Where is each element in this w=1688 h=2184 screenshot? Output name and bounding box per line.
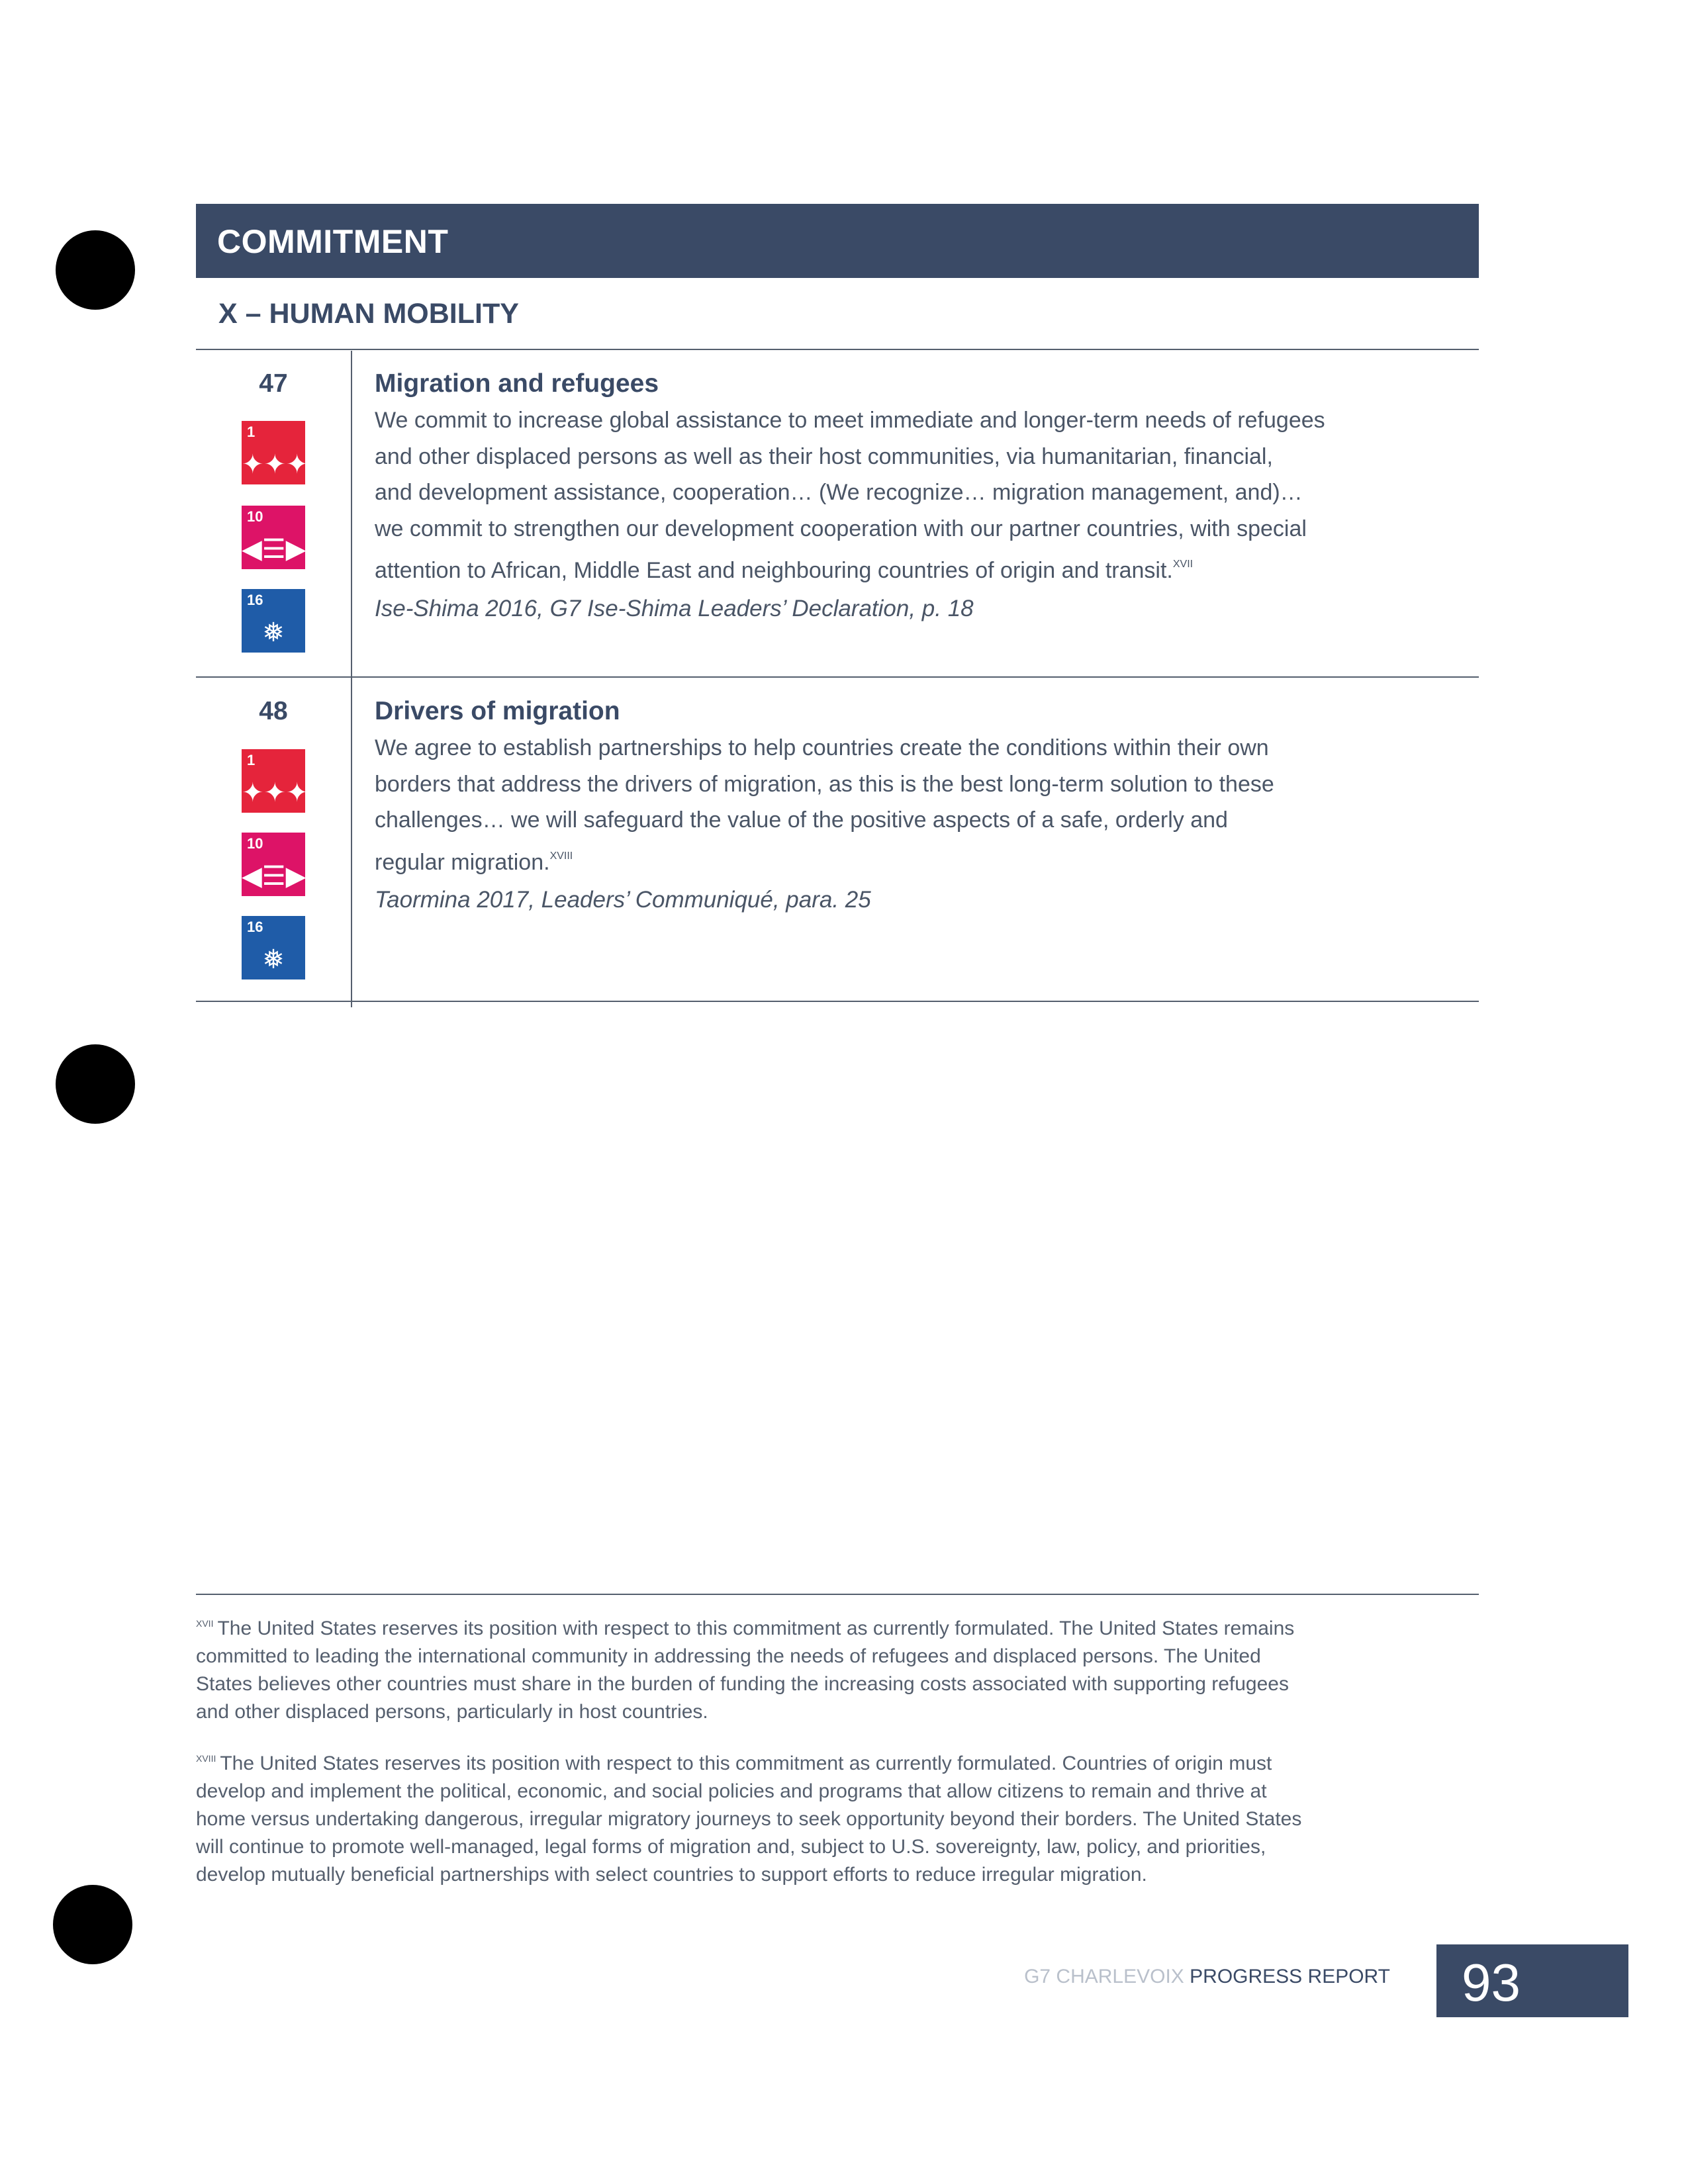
commitment-source: Ise-Shima 2016, G7 Ise-Shima Leaders’ Declaration, p. 18 [375, 596, 974, 621]
footnote-ref[interactable]: XVIII [549, 850, 573, 862]
page-number-box [1436, 1944, 1628, 2017]
footnote-line-text: The United States reserves its position with respect to this commitment as currently formulated. Countries of origin must [220, 1752, 1272, 1774]
commitment-title: Migration and refugees [375, 369, 659, 398]
sdg-1-no-poverty-icon: 1 ✦✦✦ [242, 421, 305, 484]
sdg-number: 10 [247, 508, 263, 525]
footnote-line: develop mutually beneficial partnerships with select countries to support efforts to reduce irregular migration. [196, 1864, 1147, 1886]
footnote-line [196, 1610, 1480, 1643]
footnote-line [196, 1745, 1480, 1778]
footnote-mark: XVII [196, 1618, 214, 1629]
sdg-number: 10 [247, 835, 263, 852]
sdg-number: 1 [247, 424, 256, 440]
footnote-xvii [196, 1610, 1480, 1726]
text-line: and development assistance, cooperation… (We recognize… migration management, and)… [375, 480, 1303, 505]
text-line-content: regular migration. [375, 849, 550, 875]
footnote-line-text: The United States reserves its position with respect to this commitment as currently formulated. The United States remains [217, 1617, 1295, 1639]
text-line-content: attention to African, Middle East and neighbouring countries of origin and transit. [375, 558, 1173, 583]
footnote-line: States believes other countries must share in the burden of funding the increasing costs associated with supporting refugees [196, 1673, 1289, 1695]
sdg-10-reduced-inequalities-icon: 10 ◀☰▶ [242, 506, 305, 569]
text-line: we commit to strengthen our development cooperation with our partner countries, with special [375, 516, 1307, 541]
commitment-title: Drivers of migration [375, 697, 620, 725]
commitment-number: 48 [259, 697, 288, 725]
sdg-1-no-poverty-icon: 1 ✦✦✦ [242, 749, 305, 813]
footnote-ref[interactable]: XVII [1172, 559, 1194, 570]
punch-hole-middle [56, 1044, 135, 1124]
page-number: 93 [1462, 1953, 1521, 2012]
sdg-number: 16 [247, 919, 263, 935]
footer-brand: G7 CHARLEVOIX [1024, 1966, 1184, 1987]
footnote-rule [196, 1594, 1479, 1595]
footnote-mark: XVIII [196, 1753, 216, 1764]
text-line [375, 547, 1460, 589]
footnote-xviii [196, 1745, 1480, 1889]
header-title: COMMITMENT [217, 223, 449, 260]
punch-hole-bottom [53, 1885, 132, 1964]
footnote-line: home versus undertaking dangerous, irregular migratory journeys to seek opportunity beyond their borders. The United States [196, 1808, 1302, 1830]
footnote-line: develop and implement the political, economic, and social policies and programs that allow citizens to remain and thrive at [196, 1780, 1267, 1802]
row-divider [196, 676, 1479, 678]
commitment-text [375, 730, 1460, 880]
footnote-line: committed to leading the international community in addressing the needs of refugees and displaced persons. The United [196, 1645, 1261, 1667]
sdg-16-peace-justice-icon: 16 ❅ [242, 589, 305, 653]
sdg-number: 16 [247, 592, 263, 608]
commitment-header-bar [196, 204, 1479, 278]
footnote-line: will continue to promote well-managed, legal forms of migration and, subject to U.S. sovereignty, law, policy, and priorities, [196, 1836, 1266, 1858]
text-line: We agree to establish partnerships to help countries create the conditions within their own [375, 735, 1269, 760]
sdg-10-reduced-inequalities-icon: 10 ◀☰▶ [242, 833, 305, 896]
commitment-text [375, 402, 1460, 589]
text-line: challenges… we will safeguard the value of the positive aspects of a safe, orderly and [375, 807, 1228, 833]
table-top-rule [196, 349, 1479, 350]
table-bottom-rule [196, 1001, 1479, 1002]
commitment-source: Taormina 2017, Leaders’ Communiqué, para. 25 [375, 887, 871, 913]
sdg-16-peace-justice-icon: 16 ❅ [242, 916, 305, 979]
sdg-number: 1 [247, 752, 256, 768]
text-line: and other displaced persons as well as their host communities, via humanitarian, financial, [375, 443, 1273, 469]
footnote-line: and other displaced persons, particularly in host countries. [196, 1701, 708, 1723]
footer-report-title: PROGRESS REPORT [1190, 1966, 1390, 1987]
report-footer-label [1024, 1966, 1390, 1988]
punch-hole-top [56, 230, 135, 310]
text-line: We commit to increase global assistance to meet immediate and longer-term needs of refugees [375, 408, 1325, 433]
commitment-number: 47 [259, 369, 288, 398]
section-title: X – HUMAN MOBILITY [218, 298, 519, 330]
text-line: borders that address the drivers of migration, as this is the best long-term solution to these [375, 771, 1274, 797]
column-divider [351, 351, 352, 1007]
text-line [375, 839, 1460, 881]
